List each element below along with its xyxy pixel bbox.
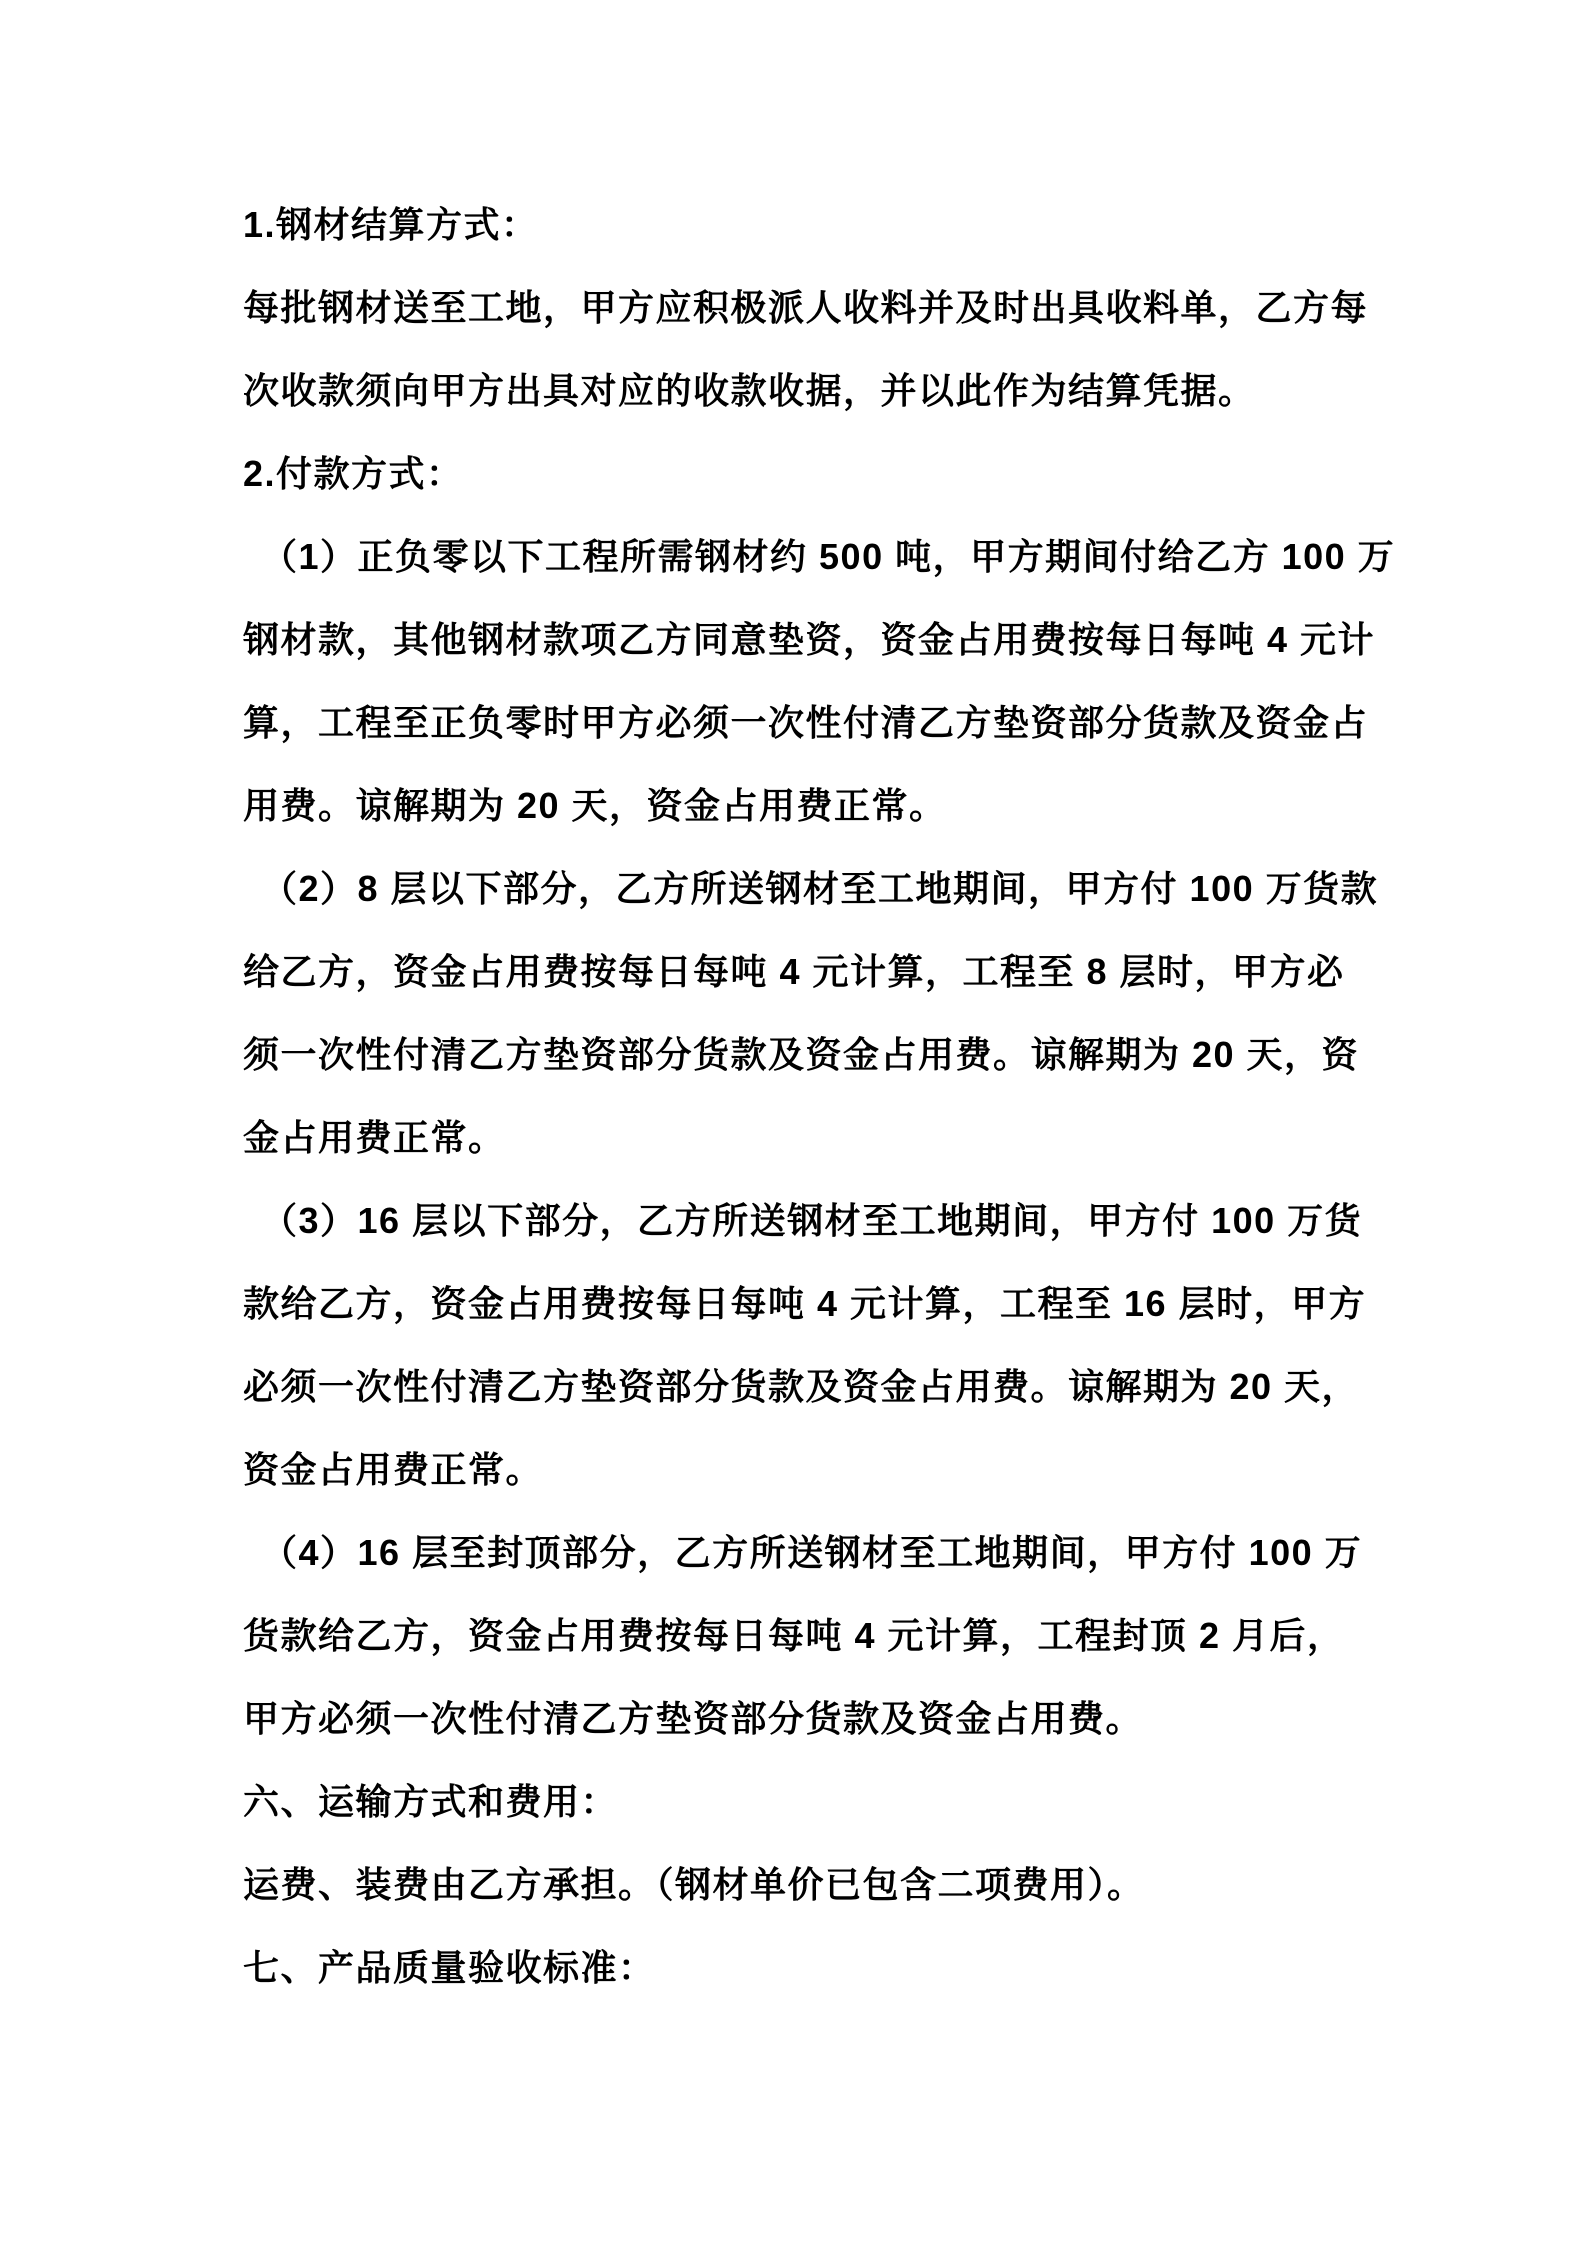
text-line: 运费、装费由乙方承担。（钢材单价已包含二项费用）。 [243,1864,1145,1905]
text-line: 次收款须向甲方出具对应的收款收据，并以此作为结算凭据。 [243,370,1256,411]
text-line: 货款给乙方，资金占用费按每日每吨 4 元计算，工程封顶 2 月后， [243,1615,1345,1656]
text-line: （4）16 层至封顶部分，乙方所送钢材至工地期间，甲方付 100 万 [261,1532,1363,1573]
text-line: 给乙方，资金占用费按每日每吨 4 元计算，工程至 8 层时，甲方必 [243,951,1345,992]
text-line: 六、运输方式和费用： [243,1781,619,1822]
text-line: 七、产品质量验收标准： [243,1947,656,1988]
text-line: 1.钢材结算方式： [243,204,539,245]
text-line: 须一次性付清乙方垫资部分货款及资金占用费。谅解期为 20 天，资 [243,1034,1360,1075]
text-line: （1）正负零以下工程所需钢材约 500 吨，甲方期间付给乙方 100 万 [261,536,1396,577]
text-line: 每批钢材送至工地，甲方应积极派人收料并及时出具收料单，乙方每 [243,287,1369,328]
document-text-block [243,183,1526,2009]
text-line: 算，工程至正负零时甲方必须一次性付清乙方垫资部分货款及资金占 [243,702,1369,743]
text-line: 必须一次性付清乙方垫资部分货款及资金占用费。谅解期为 20 天， [243,1366,1360,1407]
text-line: 甲方必须一次性付清乙方垫资部分货款及资金占用费。 [243,1698,1144,1739]
text-line: 资金占用费正常。 [243,1449,544,1490]
text-line: 金占用费正常。 [243,1117,506,1158]
text-line: 款给乙方，资金占用费按每日每吨 4 元计算，工程至 16 层时，甲方 [243,1283,1367,1324]
text-line: （2）8 层以下部分，乙方所送钢材至工地期间，甲方付 100 万货款 [261,868,1379,909]
text-line: 用费。谅解期为 20 天，资金占用费正常。 [243,785,947,826]
text-line: （3）16 层以下部分，乙方所送钢材至工地期间，甲方付 100 万货 [261,1200,1363,1241]
text-line: 2.付款方式： [243,453,464,494]
text-line: 钢材款，其他钢材款项乙方同意垫资，资金占用费按每日每吨 4 元计 [243,619,1376,660]
